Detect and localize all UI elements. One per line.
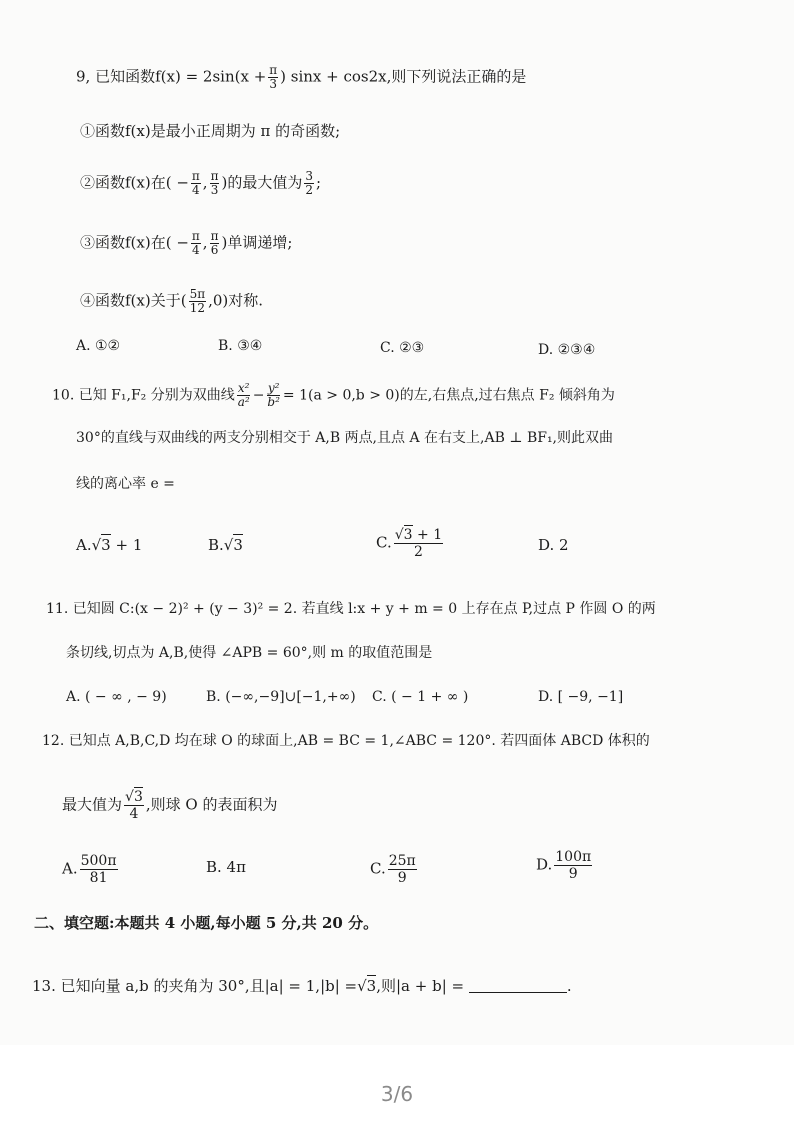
q13-answer-blank: [469, 992, 567, 993]
q9-option-a: A. ①②: [76, 338, 121, 354]
q9-statement-2: ②函数f(x)在( − $\frac{\pi}{4}$ , $\frac{\pi}{3}$ )的最大值为 $\frac{3}{2}$ ;: [80, 169, 322, 197]
q9-option-c: C. ②③: [380, 340, 425, 356]
q11-option-d: D. [ −9, −1]: [538, 689, 624, 705]
q9-option-d: D. ②③④: [538, 342, 596, 358]
q10-option-c: C. $\frac{√3 + 1}{2}$: [376, 527, 443, 560]
q12-option-d: D. $\frac{100\pi}{9}$: [536, 849, 592, 882]
q11-line-1: 11. 已知圆 C:(x − 2)² + (y − 3)² = 2. 若直线 l:x + y + m = 0 上存在点 P,过点 P 作圆 O 的两: [46, 601, 656, 617]
q9-option-b: B. ③④: [218, 338, 263, 354]
q12-line-2: 最大值为 $\frac{√3}{4}$ ,则球 O 的表面积为: [62, 789, 278, 822]
q10-option-b: B.√3: [208, 536, 243, 554]
q12-option-a: A. $\frac{500\pi}{81}$: [62, 853, 117, 886]
q9-statement-4: ④函数f(x)关于( $\frac{5\pi}{12}$ ,0)对称.: [80, 287, 264, 315]
q9-stem: 9, 已知函数f(x) = 2sin(x + $\frac{\pi}{3}$ ) sinx + cos2x,则下列说法正确的是: [76, 63, 527, 91]
q10-option-d: D. 2: [538, 536, 569, 554]
q10-line-3: 线的离心率 e =: [76, 476, 175, 492]
q9-statement-1: ①函数f(x)是最小正周期为 π 的奇函数;: [80, 122, 341, 140]
q11-line-2: 条切线,切点为 A,B,使得 ∠APB = 60°,则 m 的取值范围是: [66, 645, 433, 661]
q10-option-a: A.√3 + 1: [76, 536, 143, 554]
q12-line-1: 12. 已知点 A,B,C,D 均在球 O 的球面上,AB = BC = 1,∠ABC = 120°. 若四面体 ABCD 体积的: [42, 733, 650, 749]
q12-option-b: B. 4π: [206, 858, 246, 876]
q12-option-c: C. $\frac{25\pi}{9}$: [370, 853, 416, 886]
page-number: 3/6: [380, 1082, 414, 1106]
q11-option-a: A. ( − ∞ , − 9): [66, 689, 167, 705]
q9-statement-3: ③函数f(x)在( − $\frac{\pi}{4}$ , $\frac{\pi}{6}$ )单调递增;: [80, 229, 293, 257]
section-heading-fill-in: 二、填空题:本题共 4 小题,每小题 5 分,共 20 分。: [34, 914, 379, 932]
q13-text: 13. 已知向量 a,b 的夹角为 30°,且|a| = 1,|b| =√3,则|a + b| = .: [32, 977, 572, 995]
q11-option-b: B. (−∞,−9]∪[−1,+∞): [206, 689, 356, 705]
q10-line-2: 30°的直线与双曲线的两支分别相交于 A,B 两点,且点 A 在右支上,AB ⊥ BF₁,则此双曲: [76, 430, 614, 446]
q10-line-1: 10. 已知 F₁,F₂ 分别为双曲线 $\frac{\text{x²}}{\text{a²}}$ − $\frac{\text{y²}}{\text{b²}}$ = 1(a > 0,b > 0)的左,右焦点,过右焦点 F₂ 倾斜角为: [52, 381, 615, 409]
q11-option-c: C. ( − 1 + ∞ ): [372, 689, 469, 705]
